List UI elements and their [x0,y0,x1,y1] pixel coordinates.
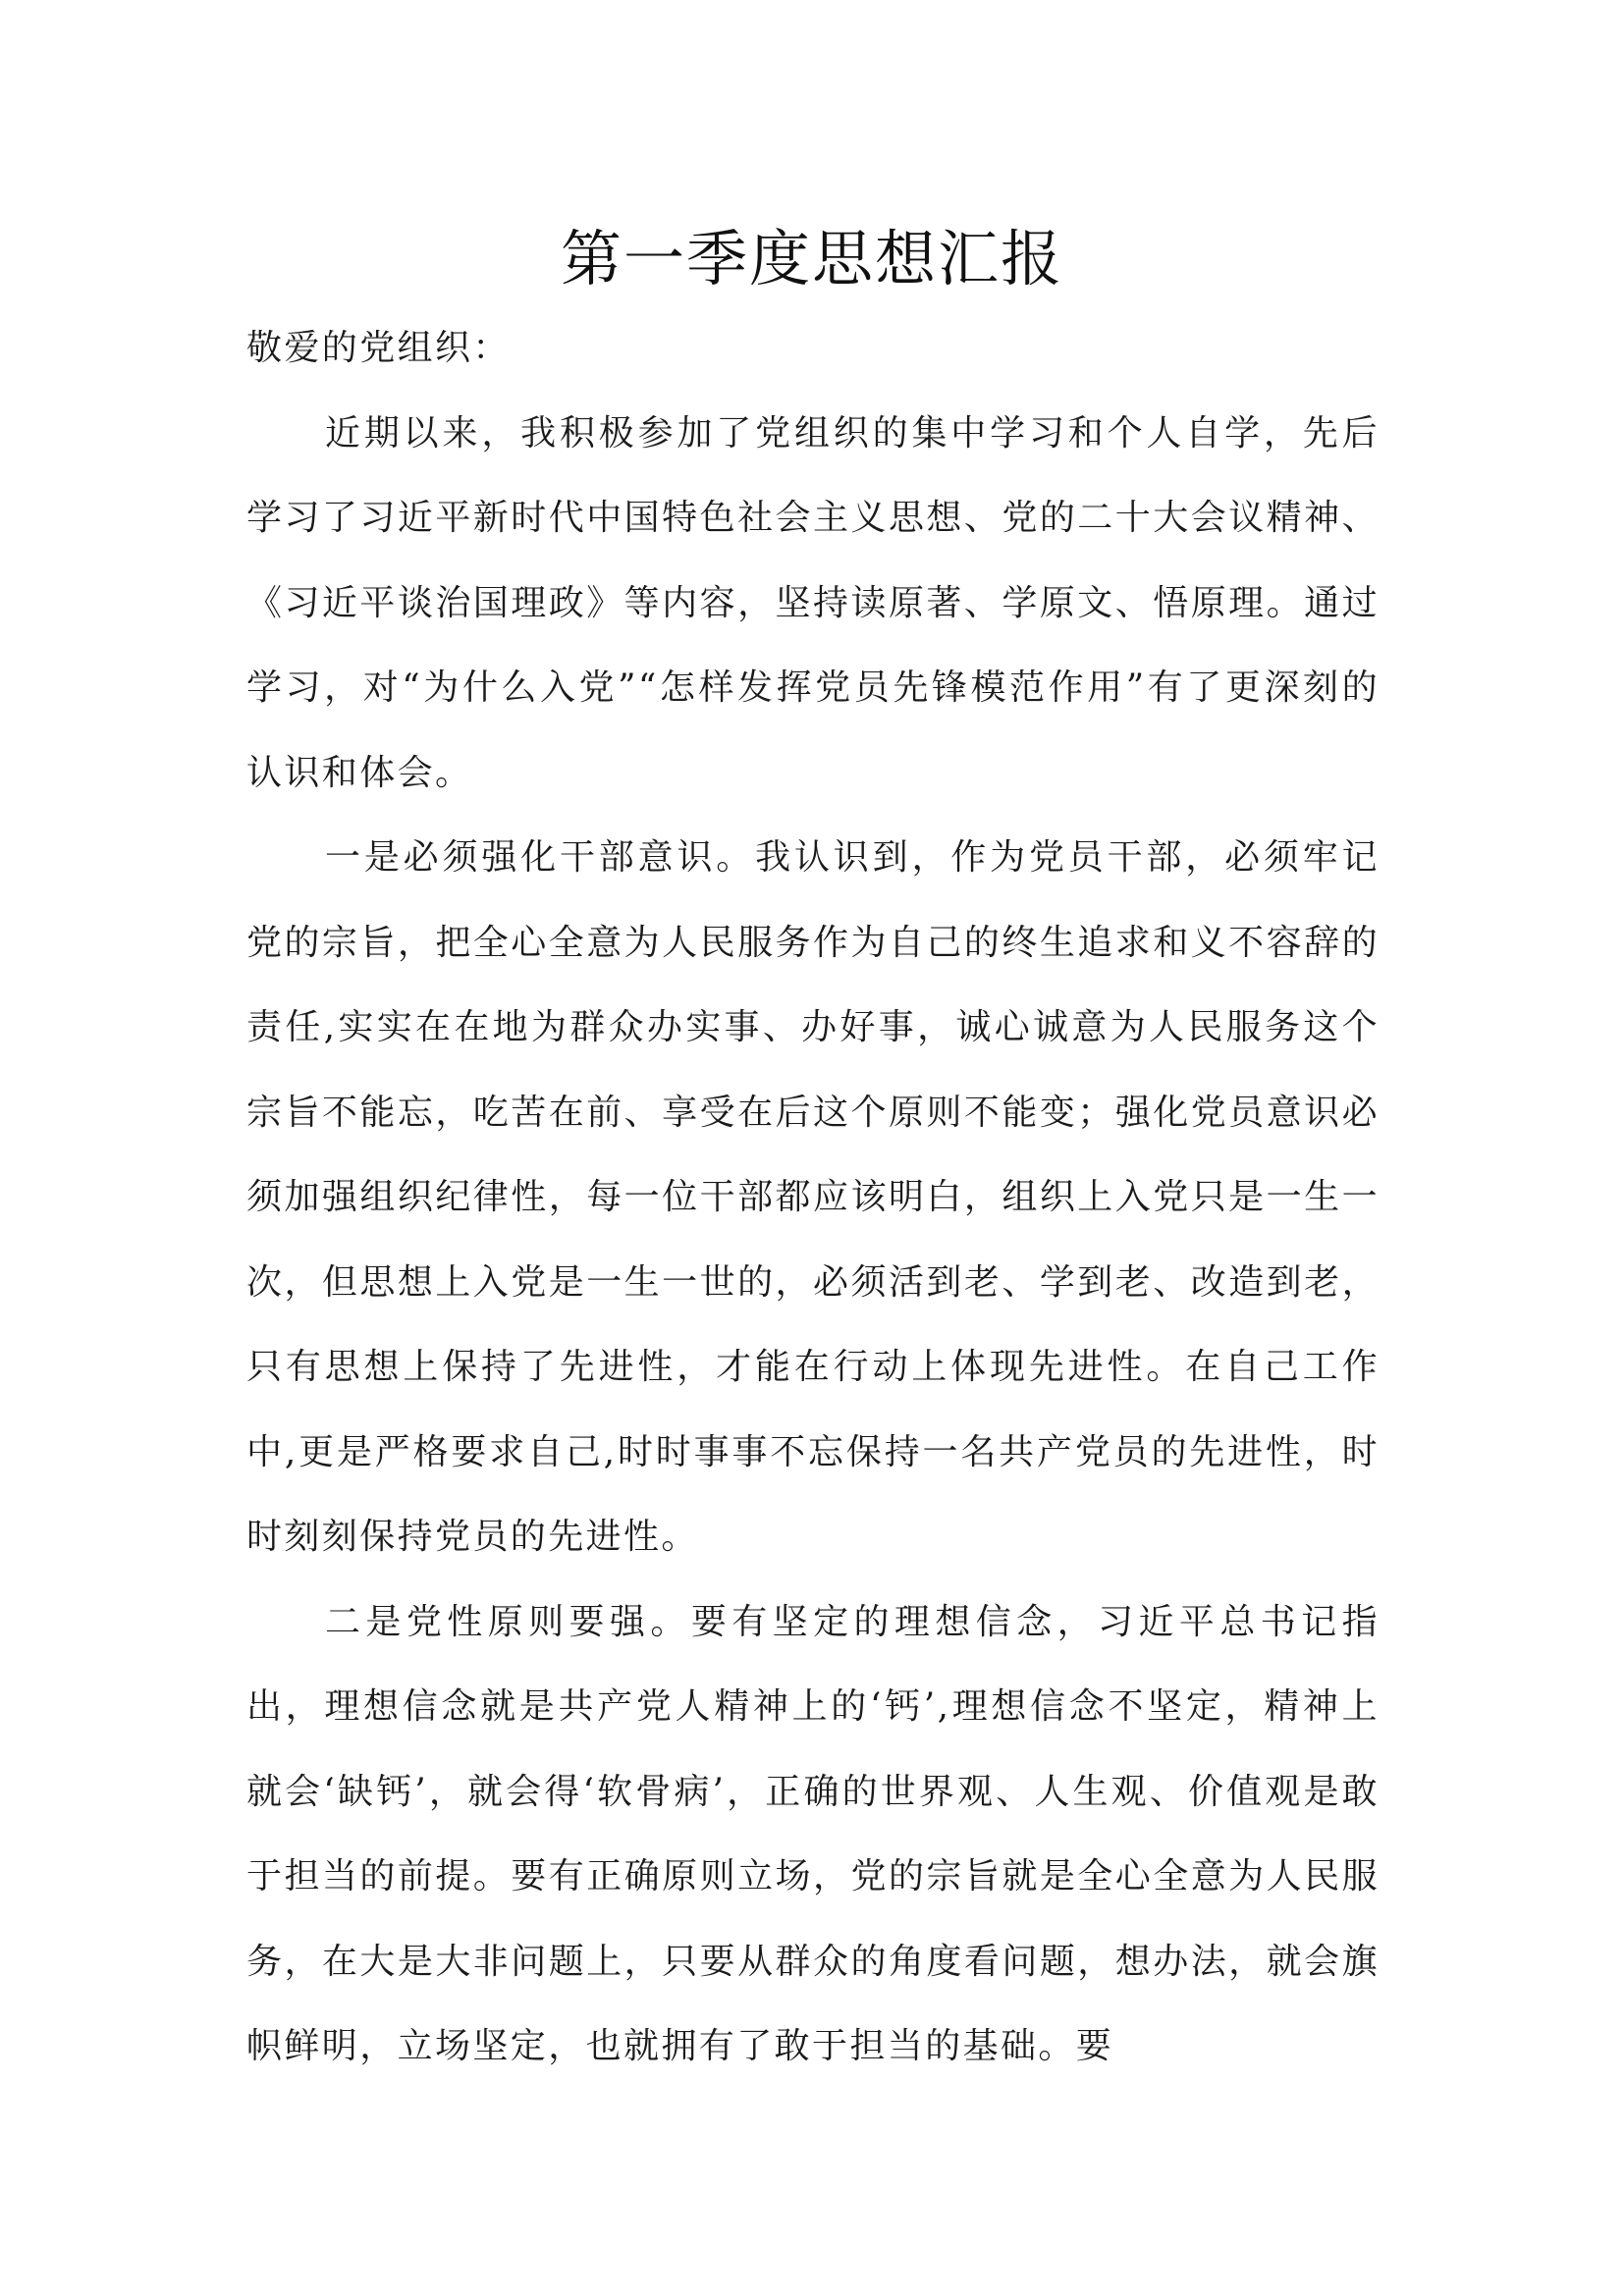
paragraph-point-one: 一是必须强化干部意识。我认识到，作为党员干部，必须牢记党的宗旨，把全心全意为人民服务作为自己的终生追求和义不容辞的责任,实实在在地为群众办实事、办好事，诚心诚意为人民服务这个宗旨不能忘，吃苦在前、享受在后这个原则不能变；强化党员意识必须加强组织纪律性，每一位干部都应该明白，组织上入党只是一生一次，但思想上入党是一生一世的，必须活到老、学到老、改造到老，只有思想上保持了先进性，才能在行动上体现先进性。在自己工作中,更是严格要求自己,时时事事不忘保持一名共产党员的先进性，时时刻刻保持党员的先进性。 [246,837,1380,1557]
document-title: 第一季度思想汇报 [560,223,1063,294]
paragraph-point-two: 二是党性原则要强。要有坚定的理想信念，习近平总书记指出，理想信念就是共产党人精神上的‘钙’,理想信念不坚定，精神上就会‘缺钙’，就会得‘软骨病’，正确的世界观、人生观、价值观是敢于担当的前提。要有正确原则立场，党的宗旨就是全心全意为人民服务，在大是大非问题上，只要从群众的角度看问题，想办法，就会旗帜鲜明，立场坚定，也就拥有了敢于担当的基础。要 [246,1601,1380,2066]
document-body [246,306,1380,2090]
paragraph-intro: 近期以来，我积极参加了党组织的集中学习和个人自学，先后学习了习近平新时代中国特色社会主义思想、党的二十大会议精神、《习近平谈治国理政》等内容，坚持读原著、学原文、悟原理。通过学习，对“为什么入党”“怎样发挥党员先锋模范作用”有了更深刻的认识和体会。 [246,412,1380,793]
salutation: 敬爱的党组织： [246,328,511,368]
